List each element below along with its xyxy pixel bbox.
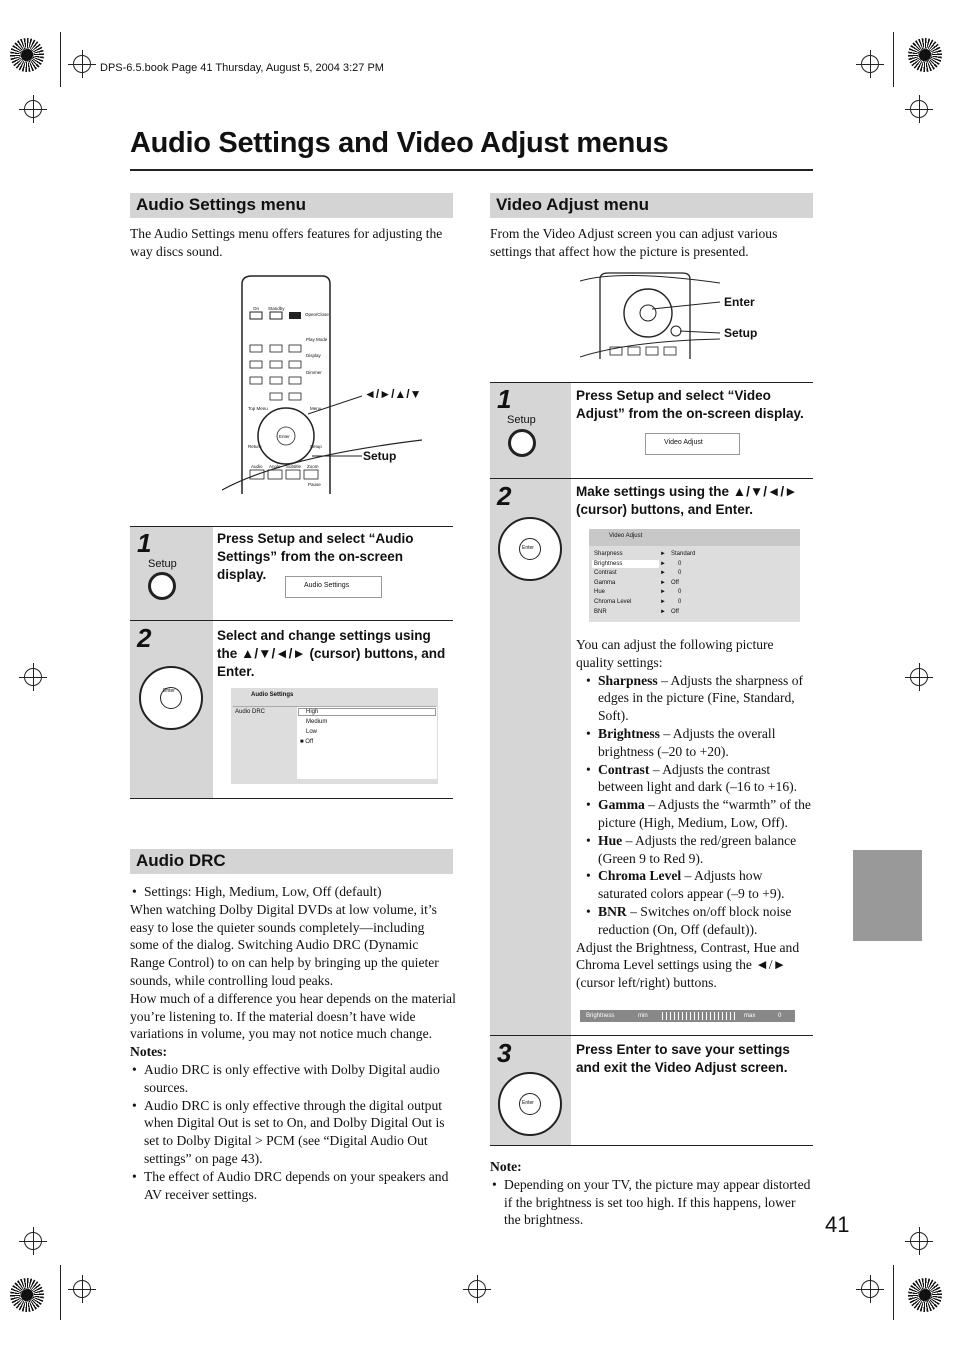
bar-ticks: [662, 1012, 737, 1020]
step-text: Select and change settings using the ▲/▼/◄/► (cursor) buttons, and Enter.: [217, 628, 446, 679]
step-number: 1: [497, 384, 512, 414]
bar-min: min: [638, 1013, 648, 1019]
osd-row-value: 0: [678, 589, 682, 596]
osd-row-arrow-icon: ►: [660, 560, 666, 567]
audio-step-1: [130, 526, 453, 621]
osd-row-value: Standard: [671, 551, 696, 557]
osd-row-name: Hue: [594, 589, 606, 596]
page-title: Audio Settings and Video Adjust menus: [130, 127, 669, 159]
setting-desc: – Switches on/off block noise reduction (On, Off (default)).: [598, 903, 792, 937]
osd-row-name: Contrast: [594, 570, 617, 577]
osd-row-name: BNR: [594, 608, 607, 615]
setup-button-label: Setup: [148, 558, 177, 570]
osd-option: Medium: [306, 719, 328, 725]
para: When watching Dolby Digital DVDs at low volume, it’s easy to lose the quieter sounds completely—including some of the dialog. Switching Audio DRC (Dynamic Range Control) to on can help by bringing up the quieter sounds, while controlling loud peaks.: [130, 901, 439, 988]
osd-row-value: Off: [671, 579, 679, 586]
page-number: 41: [825, 1212, 850, 1237]
video-step-2: [490, 479, 813, 1036]
registration-sunburst: [908, 1278, 942, 1312]
remote-label: Subtitle: [286, 464, 302, 469]
osd-row-arrow-icon: ►: [660, 570, 666, 577]
crop-mark: [861, 55, 879, 73]
osd-option: High: [306, 709, 319, 715]
para: Adjust the Brightness, Contrast, Hue and Chroma Level settings using the ◄/► (cursor left/right) buttons.: [576, 939, 800, 991]
step-text: Make settings using the ▲/▼/◄/► (cursor) buttons, and Enter.: [576, 484, 798, 517]
bar-value: 0: [778, 1013, 782, 1019]
remote-label: Setup: [310, 444, 322, 449]
setting-desc: – Adjusts the contrast between light and dark (–16 to +16).: [598, 761, 798, 795]
setup-callout: Setup: [724, 326, 758, 340]
enter-label: Enter: [163, 688, 175, 694]
registration-sunburst: [908, 38, 942, 72]
osd-row-value: 0: [678, 560, 682, 567]
setting-desc: – Adjusts the red/green balance (Green 9 to Red 9).: [598, 832, 797, 866]
osd-video-adjust: [645, 433, 740, 455]
video-step-3: [490, 1036, 813, 1146]
setup-button-icon: [508, 429, 536, 457]
osd-row-arrow-icon: ►: [660, 579, 666, 586]
crop-mark: [73, 1280, 91, 1298]
osd-row-arrow-icon: ►: [660, 589, 666, 596]
remote-label: Play Mode: [306, 337, 328, 342]
video-adjust-intro: From the Video Adjust screen you can adjust various settings that affect how the picture is presented.: [490, 226, 778, 259]
osd-audio-drc: [231, 688, 438, 784]
remote-label: Zoom: [307, 464, 319, 469]
registration-sunburst: [10, 38, 44, 72]
setup-button-label: Setup: [507, 414, 536, 426]
step-number: 3: [497, 1038, 512, 1068]
step-number: 1: [137, 528, 152, 558]
crop-mark: [24, 668, 42, 686]
remote-label: Standby: [268, 306, 285, 311]
osd-row-value: Off: [671, 608, 679, 615]
setting-item: [584, 867, 814, 903]
crop-mark: [73, 55, 91, 73]
remote-label: Top Menu: [248, 406, 268, 411]
note-heading: Note:: [490, 1159, 522, 1174]
remote-closeup-illustration: [580, 271, 720, 361]
video-adjust-body: [576, 636, 814, 992]
osd-option: Low: [306, 729, 318, 735]
para: You can adjust the following picture quality settings:: [576, 637, 774, 670]
remote-label: On: [253, 306, 260, 311]
osd-label: Audio Settings: [304, 582, 350, 589]
bar-label: Brightness: [586, 1013, 615, 1019]
setting-term: Sharpness: [598, 672, 658, 688]
crop-mark: [910, 1232, 928, 1250]
osd-option-current: ■ Off: [300, 739, 314, 745]
audio-drc-body: [130, 883, 456, 1203]
note-item: • Audio DRC is only effective with Dolby Digital audio sources.: [130, 1061, 456, 1097]
setting-term: Chroma Level: [598, 868, 682, 884]
remote-label: Open/Close: [305, 312, 329, 317]
video-step-1: [490, 382, 813, 479]
remote-label: Menu: [310, 406, 322, 411]
setting-item: [584, 903, 814, 939]
audio-settings-heading: Audio Settings menu: [130, 193, 453, 218]
crop-mark: [468, 1280, 486, 1298]
note-item: • Audio DRC is only effective through the digital output when Digital Out is set to On, and Dolby Digital Out is set to Dolby Digital > PCM (see “Digital Audio Out settings” on page 43).: [130, 1097, 456, 1168]
osd-row-name: Sharpness: [594, 551, 623, 557]
osd-row-arrow-icon: ►: [660, 551, 666, 557]
audio-settings-intro: The Audio Settings menu offers features for adjusting the way discs sound.: [130, 226, 443, 259]
osd-row-arrow-icon: ►: [660, 599, 666, 605]
setting-item: [584, 796, 814, 832]
osd-row-arrow-icon: ►: [660, 608, 666, 615]
setting-term: Hue: [598, 832, 623, 848]
crop-mark: [24, 1232, 42, 1250]
crop-mark: [24, 100, 42, 118]
osd-video-adjust-table: [589, 529, 800, 622]
note-item: • Depending on your TV, the picture may appear distorted if the brightness is set too high. If this happens, lower the brightness.: [490, 1176, 814, 1229]
audio-drc-heading: Audio DRC: [130, 849, 453, 874]
title-rule: [130, 169, 813, 171]
setting-desc: – Adjusts how saturated colors appear (–9 to +9).: [598, 868, 785, 902]
osd-row-value: 0: [678, 599, 682, 605]
step-number: 2: [137, 623, 152, 653]
video-adjust-heading: Video Adjust menu: [490, 193, 813, 218]
settings-bullet: • Settings: High, Medium, Low, Off (default): [130, 883, 456, 901]
note-item: • The effect of Audio DRC depends on your speakers and AV receiver settings.: [130, 1168, 456, 1204]
remote-label: Return: [248, 444, 262, 449]
cursor-pad-icon: [139, 666, 203, 730]
remote-label: Dimmer: [306, 370, 322, 375]
setup-button-icon: [148, 572, 176, 600]
crop-mark: [861, 1280, 879, 1298]
notes-heading: Notes:: [130, 1044, 167, 1060]
osd-row-name: Brightness: [594, 560, 623, 567]
setting-item: [584, 672, 814, 725]
crop-mark: [910, 668, 928, 686]
step-text: Press Setup and select “Video Adjust” from the on-screen display.: [576, 388, 804, 421]
remote-label: Audio: [251, 464, 263, 469]
osd-row-name: Chroma Level: [594, 599, 632, 605]
brightness-bar: [580, 1010, 795, 1022]
setting-term: Contrast: [598, 761, 650, 777]
chapter-tab: [853, 850, 922, 941]
setting-term: BNR: [598, 903, 627, 919]
registration-sunburst: [10, 1278, 44, 1312]
setup-callout: Setup: [363, 449, 397, 463]
osd-title: Video Adjust: [609, 533, 643, 539]
step-text: Press Setup and select “Audio Settings” from the on-screen display.: [217, 531, 414, 582]
setting-item: [584, 832, 814, 868]
osd-item: Audio DRC: [235, 709, 266, 715]
step-number: 2: [497, 481, 512, 511]
setting-desc: – Adjusts the sharpness of edges in the picture (Fine, Standard, Soft).: [598, 672, 804, 724]
cursor-callout: ◄/►/▲/▼: [364, 387, 422, 401]
remote-label: Display: [306, 353, 321, 358]
step-text: Press Enter to save your settings and exit the Video Adjust screen.: [576, 1042, 790, 1075]
setting-item: [584, 725, 814, 761]
osd-row-name: Gamma: [594, 579, 616, 586]
setting-term: Gamma: [598, 797, 645, 813]
enter-callout: Enter: [724, 295, 755, 309]
osd-audio-settings: [285, 576, 382, 598]
video-note: [490, 1158, 814, 1229]
remote-label: Pause: [308, 482, 321, 487]
audio-step-2: [130, 621, 453, 799]
remote-label: Enter: [279, 434, 290, 439]
setting-desc: – Adjusts the overall brightness (–20 to +20).: [598, 725, 776, 759]
osd-title: Audio Settings: [251, 692, 294, 698]
para: How much of a difference you hear depends on the material you’re listening to. If the material doesn’t have wide variations in volume, you may not notice much change.: [130, 990, 456, 1042]
enter-label: Enter: [522, 1100, 534, 1106]
setting-item: [584, 761, 814, 797]
bar-max: max: [744, 1013, 756, 1019]
setting-term: Brightness: [598, 725, 660, 741]
remote-label: Angle: [269, 464, 281, 469]
enter-label: Enter: [522, 545, 534, 551]
book-header-line: DPS-6.5.book Page 41 Thursday, August 5, 2004 3:27 PM: [100, 62, 384, 74]
setting-desc: – Adjusts the “warmth” of the picture (High, Medium, Low, Off).: [598, 797, 811, 830]
crop-mark: [910, 100, 928, 118]
osd-row-value: 0: [678, 570, 682, 577]
osd-label: Video Adjust: [664, 439, 703, 446]
